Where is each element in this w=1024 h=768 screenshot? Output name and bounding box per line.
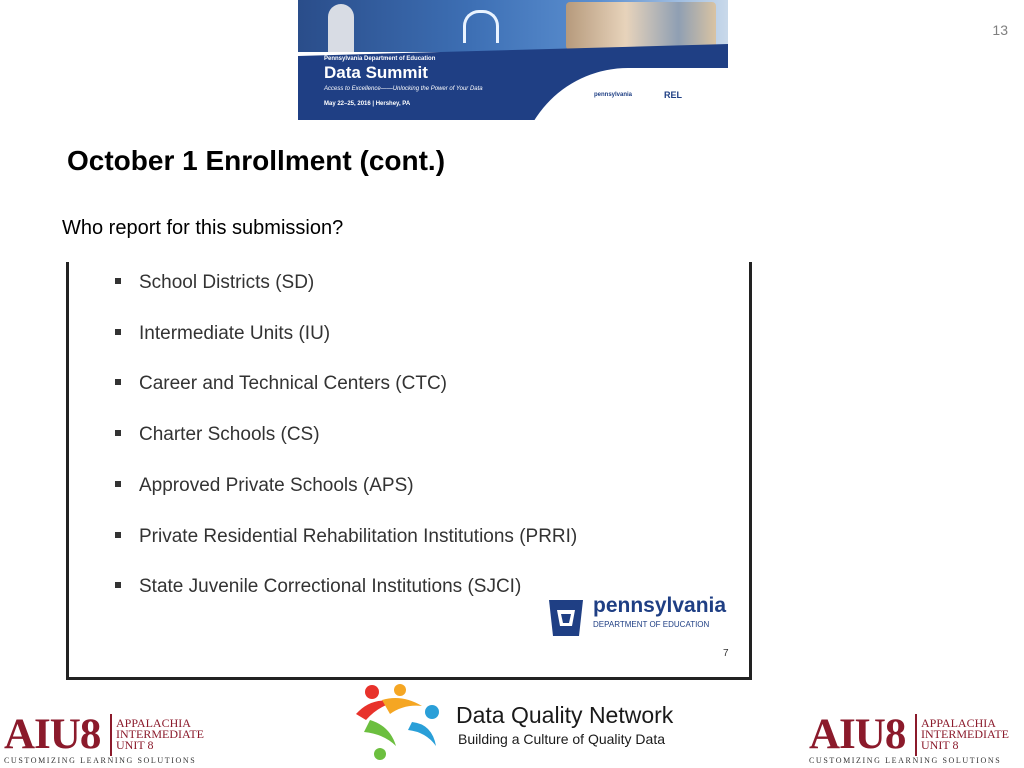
embedded-slide-number: 7 xyxy=(723,648,729,659)
bullet-icon xyxy=(115,481,121,487)
list-item-text: School Districts (SD) xyxy=(139,272,315,293)
list-item xyxy=(115,475,414,497)
banner-title: Data Summit xyxy=(324,63,428,82)
aiu8-tagline: CUSTOMIZING LEARNING SOLUTIONS xyxy=(809,756,1002,765)
aiu8-mark: AIU8 xyxy=(809,711,906,758)
data-summit-banner xyxy=(298,0,728,120)
aiu8-name-line: UNIT 8 xyxy=(921,738,959,752)
bullet-icon xyxy=(115,582,121,588)
slide-title: October 1 Enrollment (cont.) xyxy=(67,145,446,176)
list-item-text: State Juvenile Correctional Institutions (SJCI) xyxy=(139,576,522,597)
banner-dates: May 22–25, 2016 | Hershey, PA xyxy=(324,101,411,107)
bullet-icon xyxy=(115,379,121,385)
list-item xyxy=(115,373,447,395)
list-item-text: Intermediate Units (IU) xyxy=(139,323,331,344)
bullet-icon xyxy=(115,430,121,436)
aiu8-divider xyxy=(110,714,112,756)
banner-pa-logo: pennsylvania xyxy=(594,92,633,98)
aiu8-name xyxy=(921,718,1021,751)
banner-tagline: Access to Excellence——Unlocking the Power of Your Data xyxy=(324,86,483,92)
keystone-icon xyxy=(545,596,587,638)
aiu8-name-line: INTERMEDIATE xyxy=(116,727,204,741)
dqn-title: Data Quality Network xyxy=(456,702,674,728)
data-quality-network-logo xyxy=(352,684,712,764)
list-item xyxy=(115,576,521,598)
list-item-text: Charter Schools (CS) xyxy=(139,424,320,445)
students-photo xyxy=(566,2,716,50)
list-item-text: Career and Technical Centers (CTC) xyxy=(139,373,447,394)
banner-photo-strip xyxy=(298,0,728,52)
aiu8-divider xyxy=(915,714,917,756)
aiu8-logo-left xyxy=(0,708,214,768)
aiu8-name xyxy=(116,718,216,751)
bullet-icon xyxy=(115,329,121,335)
list-item xyxy=(115,424,320,446)
page-number: 13 xyxy=(992,22,1008,38)
dqn-tagline: Building a Culture of Quality Data xyxy=(458,731,665,747)
aiu8-mark: AIU8 xyxy=(4,711,101,758)
list-item-text: Approved Private Schools (APS) xyxy=(139,475,414,496)
aiu8-name-line: APPALACHIA xyxy=(116,716,191,730)
list-item xyxy=(115,323,330,345)
aiu8-name-line: INTERMEDIATE xyxy=(921,727,1009,741)
padlock-icon xyxy=(463,10,499,43)
pa-logo-name: pennsylvania xyxy=(593,594,727,617)
aiu8-logo-right xyxy=(805,708,1019,768)
aiu8-tagline: CUSTOMIZING LEARNING SOLUTIONS xyxy=(4,756,197,765)
banner-rel-logo: REL xyxy=(664,90,682,100)
bullet-icon xyxy=(115,532,121,538)
list-item xyxy=(115,272,314,294)
dqn-people-icon xyxy=(352,684,444,760)
bullet-icon xyxy=(115,278,121,284)
list-item xyxy=(115,526,577,548)
pa-logo-dept: DEPARTMENT OF EDUCATION xyxy=(593,620,710,629)
banner-org: Pennsylvania Department of Education xyxy=(324,56,436,62)
embedded-slide-image xyxy=(66,262,752,680)
list-item-text: Private Residential Rehabilitation Institutions (PRRI) xyxy=(139,526,578,547)
capitol-dome-icon xyxy=(328,4,354,52)
aiu8-name-line: APPALACHIA xyxy=(921,716,996,730)
slide-subtitle: Who report for this submission? xyxy=(62,217,344,239)
pennsylvania-logo xyxy=(545,594,725,640)
aiu8-name-line: UNIT 8 xyxy=(116,738,154,752)
